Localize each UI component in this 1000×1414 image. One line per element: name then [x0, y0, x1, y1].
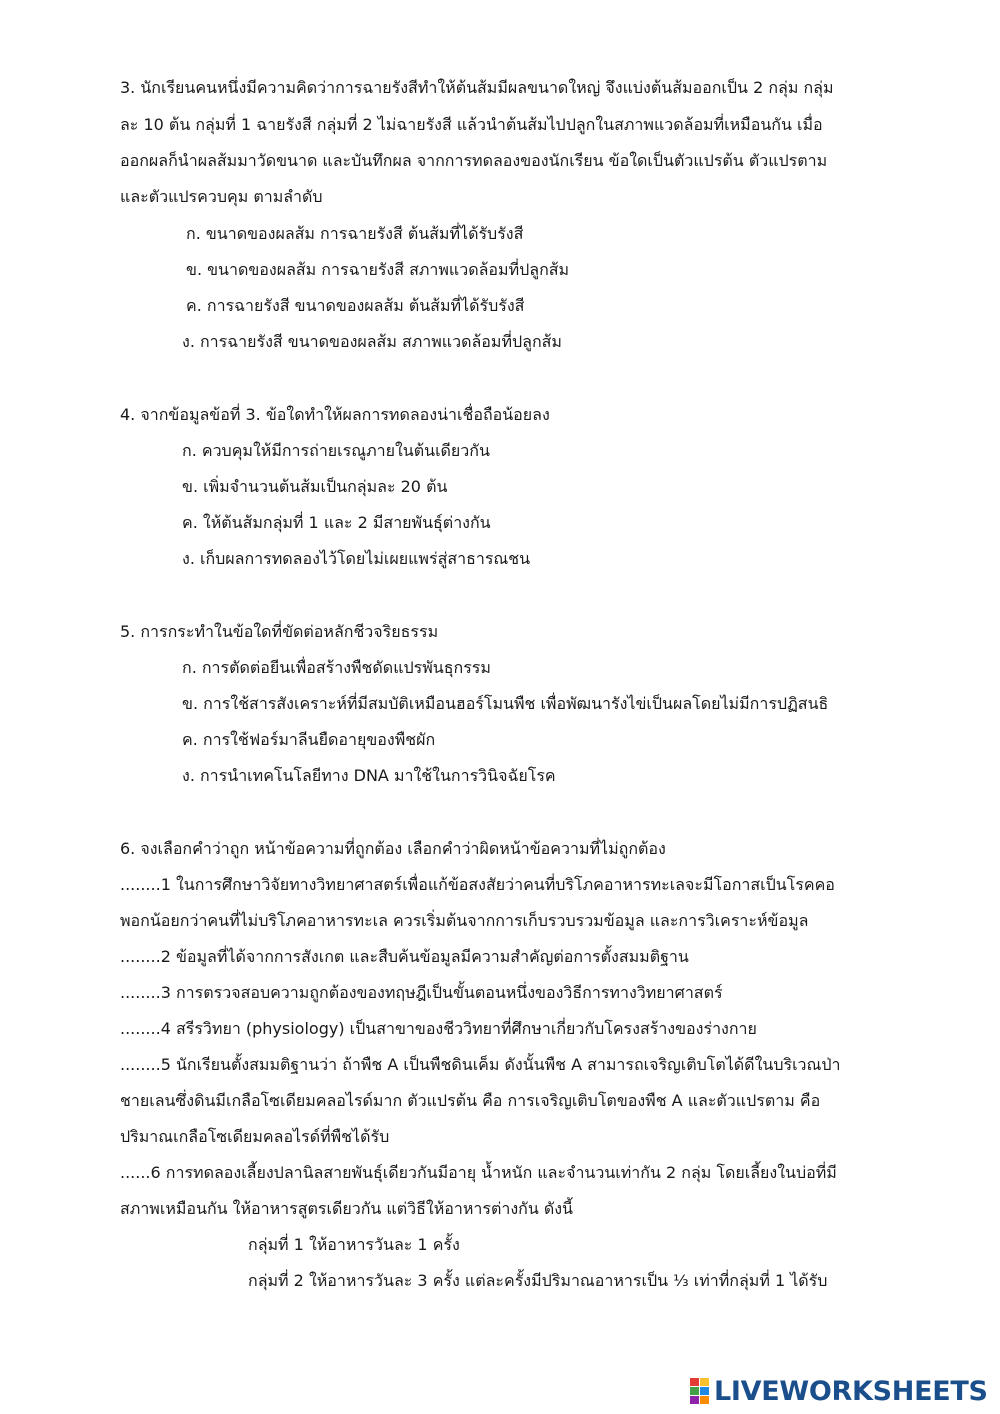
q6-line-3: ........2 ข้อมูลที่ได้จากการสังเกต และสืบค้นข้อมูลมีความสำคัญต่อการตั้งสมมติฐาน	[120, 947, 689, 966]
q5-option-a: ก. การตัดต่อยีนเพื่อสร้างพืชดัดแปรพันธุกรรม	[182, 658, 491, 677]
q6-group-1: กลุ่มที่ 1 ให้อาหารวันละ 1 ครั้ง	[248, 1235, 460, 1254]
q6-line-5: ........4 สรีรวิทยา (physiology) เป็นสาขาของชีววิทยาที่ศึกษาเกี่ยวกับโครงสร้างของร่างกาย	[120, 1019, 757, 1038]
q6-line-8: ปริมาณเกลือโซเดียมคลอไรด์ที่พืชได้รับ	[120, 1127, 390, 1146]
q5-option-b: ข. การใช้สารสังเคราะห์ที่มีสมบัติเหมือนฮอร์โมนพืช เพื่อพัฒนารังไข่เป็นผลโดยไม่มีการปฏิสนธิ	[182, 694, 829, 713]
q3-line-1: 3. นักเรียนคนหนึ่งมีความคิดว่าการฉายรังสีทำให้ต้นส้มมีผลขนาดใหญ่ จึงแบ่งต้นส้มออกเป็น 2 กลุ่ม กลุ่ม	[120, 78, 834, 97]
q3-line-3: ออกผลก็นำผลส้มมาวัดขนาด และบันทึกผล จากการทดลองของนักเรียน ข้อใดเป็นตัวแปรต้น ตัวแปรตาม	[120, 151, 828, 170]
q4-option-a: ก. ควบคุมให้มีการถ่ายเรณูภายในต้นเดียวกัน	[182, 441, 490, 460]
q4-option-c: ค. ให้ต้นส้มกลุ่มที่ 1 และ 2 มีสายพันธุ์ต่างกัน	[182, 513, 491, 532]
q6-line-1: ........1 ในการศึกษาวิจัยทางวิทยาศาสตร์เพื่อแก้ข้อสงสัยว่าคนที่บริโภคอาหารทะเลจะมีโอกาสเป็นโรคคอ	[120, 875, 835, 894]
q6-line-6: ........5 นักเรียนตั้งสมมติฐานว่า ถ้าพืช A เป็นพืชดินเค็ม ดังนั้นพืช A สามารถเจริญเติบโตได้ดีในบริเวณป่า	[120, 1055, 841, 1074]
q4-line-1: 4. จากข้อมูลข้อที่ 3. ข้อใดทำให้ผลการทดลองน่าเชื่อถือน้อยลง	[120, 405, 550, 424]
liveworksheets-logo-icon	[690, 1378, 710, 1404]
q4-option-d: ง. เก็บผลการทดลองไว้โดยไม่เผยแพร่สู่สาธารณชน	[182, 549, 531, 568]
q3-option-c: ค. การฉายรังสี ขนาดของผลส้ม ต้นส้มที่ได้รับรังสี	[186, 296, 525, 315]
q3-line-4: และตัวแปรควบคุม ตามลำดับ	[120, 187, 323, 206]
q4-option-b: ข. เพิ่มจำนวนต้นส้มเป็นกลุ่มละ 20 ต้น	[182, 477, 448, 496]
q6-title: 6. จงเลือกคำว่าถูก หน้าข้อความที่ถูกต้อง เลือกคำว่าผิดหน้าข้อความที่ไม่ถูกต้อง	[120, 839, 666, 858]
q3-option-b: ข. ขนาดของผลส้ม การฉายรังสี สภาพแวดล้อมที่ปลูกส้ม	[186, 260, 570, 279]
logo-text: LIVEWORKSHEETS	[714, 1375, 988, 1407]
q6-group-2: กลุ่มที่ 2 ให้อาหารวันละ 3 ครั้ง แต่ละครั้งมีปริมาณอาหารเป็น ⅓ เท่าที่กลุ่มที่ 1 ได้รับ	[248, 1271, 828, 1290]
q5-option-c: ค. การใช้ฟอร์มาลีนยืดอายุของพืชผัก	[182, 730, 436, 749]
q5-line-1: 5. การกระทำในข้อใดที่ขัดต่อหลักชีวจริยธรรม	[120, 622, 439, 641]
q6-line-9: ......6 การทดลองเลี้ยงปลานิลสายพันธุ์เดียวกันมีอายุ น้ำหนัก และจำนวนเท่ากัน 2 กลุ่ม โดยเลี้ยงในบ่อที่มี	[120, 1163, 837, 1182]
q6-line-2: พอกน้อยกว่าคนที่ไม่บริโภคอาหารทะเล ควรเริ่มต้นจากการเก็บรวบรวมข้อมูล และการวิเคราะห์ข้อมูล	[120, 911, 809, 930]
liveworksheets-logo[interactable]	[690, 1376, 988, 1406]
q3-option-d: ง. การฉายรังสี ขนาดของผลส้ม สภาพแวดล้อมที่ปลูกส้ม	[182, 332, 562, 351]
q6-line-10: สภาพเหมือนกัน ให้อาหารสูตรเดียวกัน แต่วิธีให้อาหารต่างกัน ดังนี้	[120, 1199, 573, 1218]
q6-line-7: ชายเลนซึ่งดินมีเกลือโซเดียมคลอไรด์มาก ตัวแปรต้น คือ การเจริญเติบโตของพืช A และตัวแปรตาม คือ	[120, 1091, 821, 1110]
q5-option-d: ง. การนำเทคโนโลยีทาง DNA มาใช้ในการวินิจฉัยโรค	[182, 766, 556, 785]
q3-line-2: ละ 10 ต้น กลุ่มที่ 1 ฉายรังสี กลุ่มที่ 2 ไม่ฉายรังสี แล้วนำต้นส้มไปปลูกในสภาพแวดล้อมที่เหมือนกัน เมื่อ	[120, 115, 823, 134]
q6-line-4: ........3 การตรวจสอบความถูกต้องของทฤษฎีเป็นขั้นตอนหนึ่งของวิธีการทางวิทยาศาสตร์	[120, 983, 723, 1002]
q3-option-a: ก. ขนาดของผลส้ม การฉายรังสี ต้นส้มที่ได้รับรังสี	[186, 224, 524, 243]
